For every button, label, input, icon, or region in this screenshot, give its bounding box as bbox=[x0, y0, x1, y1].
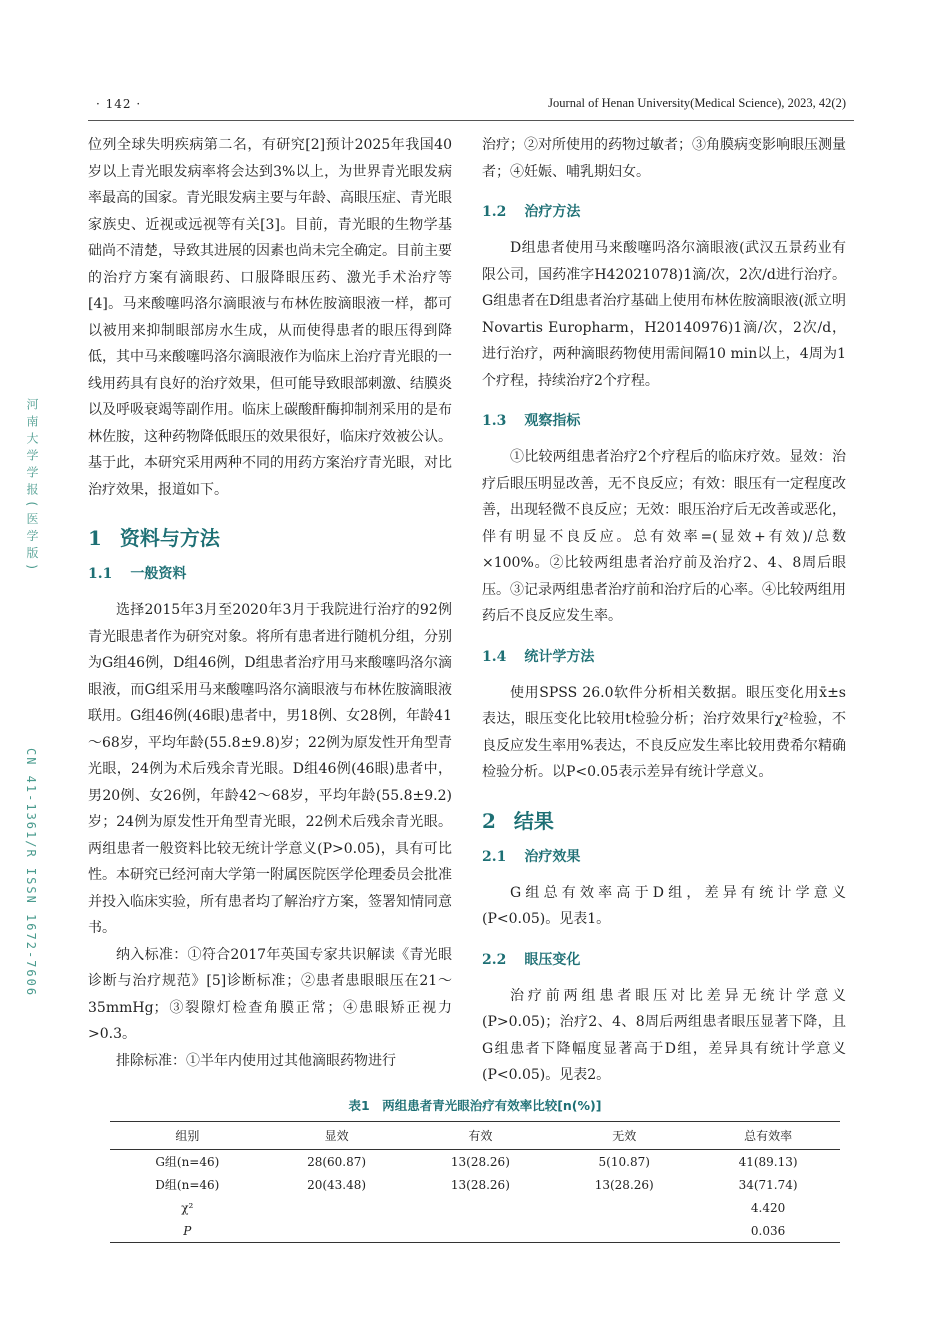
table-cell: 5(10.87) bbox=[598, 1154, 650, 1169]
subsection-title: 治疗方法 bbox=[524, 204, 581, 220]
indicators-paragraph: ①比较两组患者治疗2个疗程后的临床疗效。显效：治疗后眼压明显改善，无不良反应；有效：眼压有一定程度改善，出现轻微不良反应；无效：眼压治疗后无改善或恶化，伴有明显不良反应。总有效率=(显效+有效)/总数×100%。②比较两组患者治疗前及治疗2、4、8周后眼压。③记录两组患者治疗前和治疗后的心率。④比较两组用药后不良反应发生率。 bbox=[482, 449, 846, 624]
table-cell: 20(43.48) bbox=[307, 1177, 367, 1192]
table-cell: 41(89.13) bbox=[738, 1154, 798, 1169]
table-cell: P bbox=[183, 1223, 192, 1238]
table-row bbox=[110, 1173, 840, 1196]
section-heading-1 bbox=[88, 523, 452, 553]
iop-change-paragraph: 治疗前两组患者眼压对比差异无统计学意义(P>0.05)；治疗2、4、8周后两组患者眼压显著下降，且G组患者下降幅度显著高于D组，差异具有统计学意义(P<0.05)。见表2。 bbox=[482, 987, 846, 1083]
treatment-effect-paragraph: G组总有效率高于D组，差异有统计学意义(P<0.05)。见表1。 bbox=[482, 884, 846, 927]
subsection-title: 观察指标 bbox=[524, 413, 581, 429]
section-number: 2 bbox=[482, 808, 496, 833]
table-cell bbox=[408, 1196, 552, 1219]
table-cell: 4.420 bbox=[750, 1200, 786, 1215]
table-cell bbox=[552, 1219, 696, 1243]
subsection-heading-2-2 bbox=[482, 947, 846, 973]
inclusion-criteria-paragraph: 纳入标准：①符合2017年英国专家共识解读《青光眼诊断与治疗规范》[5]诊断标准；②患者患眼眼压在21～35mmHg；③裂隙灯检查角膜正常；④患眼矫正视力>0.3。 bbox=[88, 946, 452, 1042]
table-cell: 13(28.26) bbox=[450, 1177, 510, 1192]
header-ineffective: 无效 bbox=[612, 1129, 637, 1143]
treatment-paragraph: D组患者使用马来酸噻吗洛尔滴眼液(武汉五景药业有限公司，国药准字H42021078)1滴/次，2次/d进行治疗。G组患者在D组患者治疗基础上使用布林佐胺滴眼液(派立明Novartis Europharm，H20140976)1滴/次，2次/d，进行治疗，两种滴眼药物使用需间隔10 min以上，4周为1个疗程，持续治疗2个疗程。 bbox=[482, 240, 846, 389]
subsection-number: 1.1 bbox=[88, 566, 113, 582]
section-heading-2 bbox=[482, 806, 846, 836]
table-cell: χ² bbox=[181, 1200, 194, 1215]
page-number: · 142 · bbox=[96, 97, 142, 111]
efficacy-table bbox=[110, 1121, 840, 1243]
exclusion-criteria-paragraph: 排除标准：①半年内使用过其他滴眼药物进行 bbox=[116, 1052, 396, 1069]
subsection-number: 1.3 bbox=[482, 413, 507, 429]
subsection-number: 2.2 bbox=[482, 951, 507, 968]
journal-header: Journal of Henan University(Medical Science), 2023, 42(2) bbox=[548, 96, 846, 110]
subsection-heading-1-2 bbox=[482, 199, 846, 225]
table-row bbox=[110, 1219, 840, 1243]
statistics-paragraph: 使用SPSS 26.0软件分析相关数据。眼压变化用x̄±s表达，眼压变化比较用t检验分析；治疗效果行χ²检验，不良反应发生率用%表达，不良反应发生率比较用费希尔精确检验分析。以P<0.05表示差异有统计学意义。 bbox=[482, 684, 846, 780]
subsection-heading-1-1 bbox=[88, 561, 452, 587]
right-column bbox=[482, 132, 846, 1089]
section-title: 资料与方法 bbox=[119, 526, 220, 550]
table-row bbox=[110, 1196, 840, 1219]
table-cell bbox=[408, 1219, 552, 1243]
subsection-number: 1.4 bbox=[482, 648, 507, 665]
table-row bbox=[110, 1150, 840, 1174]
table-cell: 13(28.26) bbox=[594, 1177, 654, 1192]
subsection-heading-1-3 bbox=[482, 408, 846, 434]
exclusion-continued-paragraph: 治疗；②对所使用的药物过敏者；③角膜病变影响眼压测量者；④妊娠、哺乳期妇女。 bbox=[482, 137, 846, 180]
table-cell bbox=[265, 1219, 409, 1243]
header-effective: 有效 bbox=[468, 1129, 493, 1143]
subsection-number: 2.1 bbox=[482, 848, 507, 865]
side-issn: CN 41-1361/R ISSN 1672-7606 bbox=[24, 748, 38, 998]
header-total-rate: 总有效率 bbox=[744, 1129, 793, 1143]
table-cell: 13(28.26) bbox=[450, 1154, 510, 1169]
general-data-paragraph: 选择2015年3月至2020年3月于我院进行治疗的92例青光眼患者作为研究对象。将所有患者进行随机分组，分别为G组46例，D组46例，D组患者治疗用马来酸噻吗洛尔滴眼液，而G组采用马来酸噻吗洛尔滴眼液与布林佐胺滴眼液联用。G组46例(46眼)患者中，男18例、女28例，年龄41～68岁，平均年龄(55.8±9.8)岁；22例为原发性开角型青光眼，24例为术后残余青光眼。D组46例(46眼)患者中，男20例、女26例，年龄42～68岁，平均年龄(55.8±9.2)岁；24例为原发性开角型青光眼，22例术后残余青光眼。两组患者一般资料比较无统计学意义(P>0.05)，具有可比性。本研究已经河南大学第一附属医院医学伦理委员会批准并投入临床实验，所有患者均了解治疗方案，签署知情同意书。 bbox=[88, 602, 452, 936]
table-cell bbox=[265, 1196, 409, 1219]
table-cell: 0.036 bbox=[750, 1223, 786, 1238]
subsection-number: 1.2 bbox=[482, 204, 507, 220]
header-marked: 显效 bbox=[324, 1129, 349, 1143]
subsection-title: 统计学方法 bbox=[524, 648, 595, 665]
table-caption: 表1 两组患者青光眼治疗有效率比较[n(%)] bbox=[348, 1098, 602, 1113]
table-1 bbox=[110, 1096, 840, 1243]
side-journal-name: 河南大学学报(医学版) bbox=[25, 398, 39, 576]
subsection-heading-2-1 bbox=[482, 844, 846, 870]
intro-paragraph: 位列全球失明疾病第二名，有研究[2]预计2025年我国40岁以上青光眼发病率将会达到3%以上，为世界青光眼发病率最高的国家。青光眼发病主要与年龄、高眼压症、青光眼家族史、近视或远视等有关[3]。目前，青光眼的生物学基础尚不清楚，导致其进展的因素也尚未完全确定。目前主要的治疗方案有滴眼药、口服降眼压药、激光手术治疗等[4]。马来酸噻吗洛尔滴眼液与布林佐胺滴眼液一样，都可以被用来抑制眼部房水生成，从而使得患者的眼压得到降低，其中马来酸噻吗洛尔滴眼液作为临床上治疗青光眼的一线用药具有良好的治疗效果，但可能导致眼部刺激、结膜炎以及呼吸衰竭等副作用。临床上碳酸酐酶抑制剂采用的是布林佐胺，这种药物降低眼压的效果很好，临床疗效被公认。基于此，本研究采用两种不同的用药方案治疗青光眼，对比治疗效果，报道如下。 bbox=[88, 137, 452, 498]
table-cell: G组(n=46) bbox=[155, 1155, 220, 1169]
left-column bbox=[88, 132, 452, 1074]
table-cell: 28(60.87) bbox=[307, 1154, 367, 1169]
subsection-title: 一般资料 bbox=[130, 566, 187, 582]
table-cell bbox=[552, 1196, 696, 1219]
subsection-title: 眼压变化 bbox=[524, 951, 581, 968]
section-number: 1 bbox=[88, 526, 102, 550]
subsection-heading-1-4 bbox=[482, 644, 846, 670]
header-group: 组别 bbox=[175, 1129, 200, 1143]
header-divider bbox=[88, 120, 854, 121]
table-header-row bbox=[110, 1122, 840, 1150]
subsection-title: 治疗效果 bbox=[524, 848, 581, 865]
table-cell: 34(71.74) bbox=[738, 1177, 798, 1192]
section-title: 结果 bbox=[513, 808, 554, 833]
table-cell: D组(n=46) bbox=[155, 1178, 220, 1192]
